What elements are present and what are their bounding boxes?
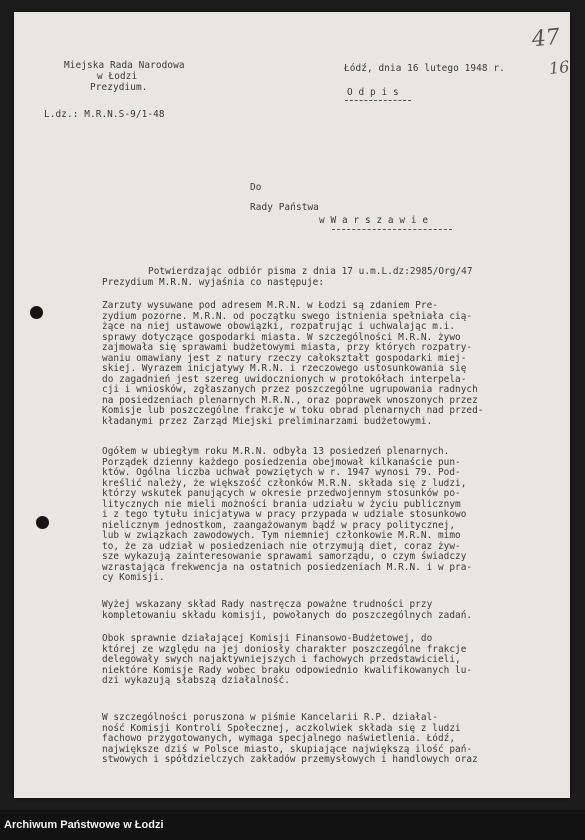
- paragraph-line: kompletowaniu składu komisji, powołanych do poszczególnych zadań.: [102, 609, 473, 621]
- reference-number: L.dz.: M.R.N.S-9/1-48: [44, 109, 165, 120]
- paragraph-line: cji i wniosków, zgłaszanych przez poszczególne ugrupowania radnych: [102, 384, 478, 395]
- paragraph-6: [102, 713, 570, 766]
- paragraph-4: [102, 600, 570, 621]
- paragraph-line: Potwierdzając odbiór pisma z dnia 17 u.m.L.dz:2985/Org/47: [148, 266, 473, 277]
- addressee-to: Do: [250, 182, 262, 193]
- paragraph-line: Komisje lub poszczególne frakcje w toku obrad plenarnych nad przed-: [102, 405, 484, 416]
- paragraph-line: Prezydium M.R.N. wyjaśnia co następuje:: [102, 276, 325, 288]
- paragraph-line: którzy wskutek panujących w okresie przedwojennym stosunków po-: [102, 488, 461, 499]
- paragraph-line: fachowo przygotowanych, wymaga specjalnego naświetlenia. Łódź,: [102, 733, 456, 744]
- paragraph-line: Porządek dzienny każdego posiedzenia obejmował kilkanaście pun-: [102, 456, 461, 468]
- addressee-name: Rady Państwa: [250, 202, 319, 213]
- archive-name: Archiwum Państwowe w Łodzi: [4, 819, 164, 831]
- paragraph-line: stwowych i spółdzielczych zakładów przemysłowych i handlowych oraz: [102, 754, 478, 765]
- paragraph-5: [102, 634, 570, 687]
- paragraph-line: waniu omawiany jest z natury rzeczy całokształt gospodarki miej-: [102, 352, 467, 364]
- paragraph-line: któw. Ogólna liczba uchwał powziętych w r. 1947 wynosi 79. Pod-: [102, 467, 461, 478]
- paragraph-line: skiej. Wyrazem inicjatywy M.R.N. i rzeczowego ustosunkowania się: [102, 363, 467, 374]
- paragraph-line: kreślić należy, że większość członków M.R.N. składa się z ludzi,: [102, 477, 467, 489]
- copy-label: O d p i s: [347, 87, 399, 98]
- paragraph-line: dzi wykazują słabszą działalność.: [102, 675, 290, 686]
- punch-hole-bottom: [36, 516, 49, 529]
- issuer-line-1: Miejska Rada Narodowa: [64, 60, 185, 71]
- paragraph-1: [102, 267, 570, 288]
- paragraph-line: Obok sprawnie działającej Komisji Finansowo-Budżetowej, do: [102, 633, 433, 644]
- copy-label-underline: [345, 100, 411, 101]
- archive-footer: [0, 810, 585, 840]
- paragraph-line: Wyżej wskazany skład Rady nastręcza poważne trudności przy: [102, 599, 433, 610]
- paragraph-line: do zagadnień jest szereg uwidocznionych w protokółach interpela-: [102, 373, 467, 385]
- paragraph-line: kładanymi przez Zarząd Miejski preliminarzami budżetowymi.: [102, 415, 433, 427]
- paragraph-3: [102, 447, 570, 584]
- paragraph-line: Zarzuty wysuwane pod adresem M.R.N. w Łodzi są zdaniem Pre-: [102, 300, 438, 311]
- folio-number: 47: [530, 24, 562, 53]
- punch-hole-top: [30, 306, 43, 319]
- paragraph-line: W szczególności poruszona w piśmie Kancelarii R.P. działal-: [102, 712, 438, 723]
- paragraph-line: to, że za udział w posiedzeniach nie otrzymują diet, coraz żyw-: [102, 540, 461, 552]
- paragraph-line: sprawy dotyczące gospodarki miasta. W szczególności M.R.N. żywo: [102, 331, 461, 343]
- paragraph-line: delegowały swych najaktywniejszych i fachowych przedstawicieli,: [102, 654, 461, 665]
- paragraph-line: litycznych nie mieli możności brania udziału w życiu publicznym: [102, 498, 461, 510]
- paragraph-line: wzrastająca frekwencja na ostatnich posiedzeniach M.R.N. i w pra-: [102, 561, 473, 573]
- paragraph-line: sze wykazują zainteresowanie sprawami samorządu, o czym świadczy: [102, 551, 467, 562]
- paragraph-line: niektóre Komisje Rady wobec braku odpowiednio kwalifikowanych lu-: [102, 664, 473, 676]
- paragraph-line: Ogółem w ubiegłym roku M.R.N. odbyła 13 posiedzeń plenarnych.: [102, 446, 450, 457]
- paragraph-line: na posiedzeniach plenarnych M.R.N., oraz poprawek wnoszonych przez: [102, 394, 478, 406]
- paragraph-line: żące na niej ustawowe obowiązki, rozpatrując i uchwalając m.i.: [102, 321, 456, 332]
- paragraph-line: ność Komisji Kontroli Społecznej, aczkolwiek składa się z ludzi: [102, 722, 461, 734]
- paragraph-line: i z tego tytułu inicjatywa w pracy przypada w udziale stosunkowo: [102, 509, 467, 520]
- paragraph-line: cy Komisji.: [102, 572, 165, 583]
- addressee-underline: [332, 229, 452, 230]
- issuer-line-2: w Łodzi: [97, 71, 138, 82]
- addressee-city: w W a r s z a w i e: [319, 215, 429, 226]
- issuer-line-3: Prezydium.: [90, 82, 148, 93]
- paragraph-line: największe dziś w Polsce miasto, skupiające największą ilość pań-: [102, 743, 473, 755]
- paragraph-line: zydium pozorne. M.R.N. od początku swego istnienia spełniała cią-: [102, 310, 473, 322]
- paragraph-line: nielicznym jednostkom, zaangażowanym bądź w pracy politycznej,: [102, 519, 456, 531]
- paragraph-line: której ze względu na jej doniosły charakter poszczególne frakcje: [102, 643, 467, 655]
- date-annotation: 16: [548, 56, 570, 79]
- document-page: [14, 12, 570, 798]
- paragraph-2: [102, 301, 570, 427]
- paragraph-line: zajmowała się sprawami budżetowymi miasta, przy których rozpatry-: [102, 342, 473, 353]
- paragraph-line: lub w związkach zawodowych. Tym niemniej członkowie M.R.N. mimo: [102, 530, 461, 541]
- place-date: Łódź, dnia 16 lutego 1948 r.: [344, 63, 505, 74]
